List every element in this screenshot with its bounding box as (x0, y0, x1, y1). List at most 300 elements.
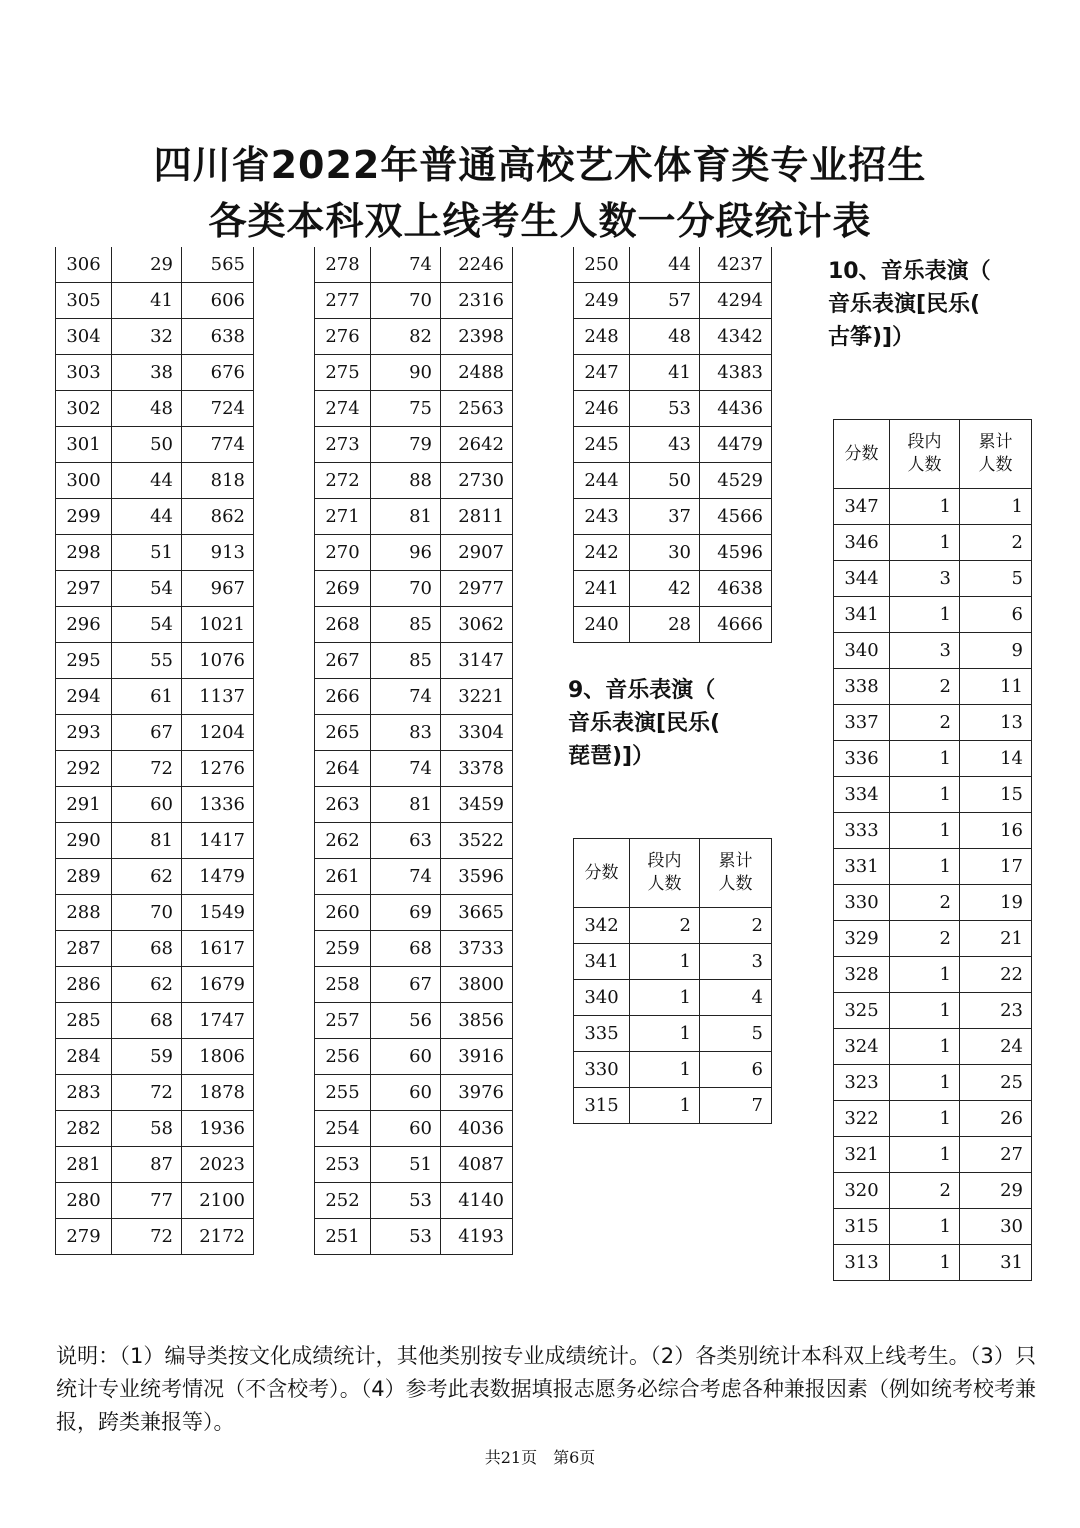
segment-count-cell: 60 (371, 1075, 441, 1111)
section-10-title: 10、音乐表演（ 音乐表演[民乐( 古筝)]） (828, 259, 991, 350)
score-cell: 313 (834, 1245, 890, 1281)
segment-count-cell: 32 (112, 319, 182, 355)
cumulative-count-cell: 2316 (441, 283, 513, 319)
segment-count-cell: 63 (371, 823, 441, 859)
segment-count-cell: 3 (890, 561, 960, 597)
score-cell: 247 (574, 355, 630, 391)
page-title-line-1: 四川省2022年普通高校艺术体育类专业招生 (153, 143, 927, 187)
section-10-row (834, 1029, 1032, 1065)
score-cell: 254 (315, 1111, 371, 1147)
cumulative-count-cell: 13 (960, 705, 1032, 741)
cumulative-count-cell: 3856 (441, 1003, 513, 1039)
score-cell: 293 (56, 715, 112, 751)
score-cell: 263 (315, 787, 371, 823)
cumulative-count-cell: 9 (960, 633, 1032, 669)
header-segment-count: 段内 人数 (630, 839, 700, 908)
score-cell: 304 (56, 319, 112, 355)
segment-count-cell: 74 (371, 679, 441, 715)
score-cell: 297 (56, 571, 112, 607)
segment-count-cell: 1 (630, 1088, 700, 1124)
cumulative-count-cell: 2811 (441, 499, 513, 535)
header-cumulative-count: 累计 人数 (700, 839, 772, 908)
score-row (315, 643, 513, 679)
score-row (56, 427, 254, 463)
score-cell: 331 (834, 849, 890, 885)
score-cell: 346 (834, 525, 890, 561)
score-cell: 334 (834, 777, 890, 813)
cumulative-count-cell: 818 (182, 463, 254, 499)
cumulative-count-cell: 2488 (441, 355, 513, 391)
segment-count-cell: 1 (890, 1209, 960, 1245)
cumulative-count-cell: 1417 (182, 823, 254, 859)
cumulative-count-cell: 2907 (441, 535, 513, 571)
score-cell: 252 (315, 1183, 371, 1219)
score-row (315, 283, 513, 319)
section-9-row (574, 980, 772, 1016)
score-row (56, 679, 254, 715)
score-cell: 278 (315, 247, 371, 283)
score-cell: 281 (56, 1147, 112, 1183)
page-title-line-2: 各类本科双上线考生人数一分段统计表 (208, 199, 872, 243)
segment-count-cell: 1 (890, 1137, 960, 1173)
score-row (315, 427, 513, 463)
section-9-title: 9、音乐表演（ 音乐表演[民乐( 琵琶)]） (568, 678, 721, 769)
section-10-row (834, 561, 1032, 597)
segment-count-cell: 72 (112, 1075, 182, 1111)
score-row (315, 319, 513, 355)
segment-count-cell: 53 (371, 1219, 441, 1255)
cumulative-count-cell: 29 (960, 1173, 1032, 1209)
notes-paragraph: 说明：（1）编导类按文化成绩统计，其他类别按专业成绩统计。（2）各类别统计本科双上线考生。（3）只统计专业统考情况（不含校考）。（4）参考此表数据填报志愿务必综合考虑各种兼报因素（例如统考校考兼报，跨类兼报等）。 (56, 1344, 1036, 1434)
segment-count-cell: 1 (890, 1245, 960, 1281)
cumulative-count-cell: 31 (960, 1245, 1032, 1281)
score-row (56, 463, 254, 499)
score-cell: 303 (56, 355, 112, 391)
score-cell: 320 (834, 1173, 890, 1209)
score-row (56, 355, 254, 391)
score-row (574, 319, 772, 355)
score-cell: 255 (315, 1075, 371, 1111)
score-row (56, 895, 254, 931)
cumulative-count-cell: 676 (182, 355, 254, 391)
segment-count-cell: 74 (371, 751, 441, 787)
cumulative-count-cell: 3459 (441, 787, 513, 823)
score-cell: 337 (834, 705, 890, 741)
score-row (315, 463, 513, 499)
cumulative-count-cell: 3596 (441, 859, 513, 895)
cumulative-count-cell: 1137 (182, 679, 254, 715)
score-row (56, 823, 254, 859)
score-cell: 305 (56, 283, 112, 319)
cumulative-count-cell: 2100 (182, 1183, 254, 1219)
segment-count-cell: 56 (371, 1003, 441, 1039)
segment-count-cell: 2 (890, 885, 960, 921)
score-cell: 286 (56, 967, 112, 1003)
cumulative-count-cell: 1679 (182, 967, 254, 1003)
score-cell: 248 (574, 319, 630, 355)
score-row (315, 355, 513, 391)
segment-count-cell: 1 (890, 741, 960, 777)
score-cell: 330 (834, 885, 890, 921)
score-row (315, 931, 513, 967)
cumulative-count-cell: 5 (960, 561, 1032, 597)
segment-count-cell: 2 (890, 1173, 960, 1209)
segment-count-cell: 1 (890, 1101, 960, 1137)
cumulative-count-cell: 862 (182, 499, 254, 535)
score-row (574, 391, 772, 427)
segment-count-cell: 3 (890, 633, 960, 669)
cumulative-count-cell: 2 (960, 525, 1032, 561)
score-cell: 272 (315, 463, 371, 499)
score-row (315, 1147, 513, 1183)
score-row (56, 859, 254, 895)
cumulative-count-cell: 3147 (441, 643, 513, 679)
score-cell: 284 (56, 1039, 112, 1075)
score-cell: 269 (315, 571, 371, 607)
score-cell: 266 (315, 679, 371, 715)
section-10-table (833, 419, 1032, 1281)
cumulative-count-cell: 27 (960, 1137, 1032, 1173)
score-cell: 260 (315, 895, 371, 931)
segment-count-cell: 1 (890, 777, 960, 813)
cumulative-count-cell: 967 (182, 571, 254, 607)
segment-count-cell: 1 (630, 1016, 700, 1052)
segment-count-cell: 68 (371, 931, 441, 967)
section-10-row (834, 525, 1032, 561)
score-cell: 336 (834, 741, 890, 777)
segment-count-cell: 28 (630, 607, 700, 643)
score-row (315, 967, 513, 1003)
score-row (574, 247, 772, 283)
segment-count-cell: 29 (112, 247, 182, 283)
cumulative-count-cell: 24 (960, 1029, 1032, 1065)
segment-count-cell: 59 (112, 1039, 182, 1075)
score-row (56, 571, 254, 607)
score-row (315, 1039, 513, 1075)
cumulative-count-cell: 4237 (700, 247, 772, 283)
segment-count-cell: 70 (371, 283, 441, 319)
segment-count-cell: 1 (890, 597, 960, 633)
cumulative-count-cell: 1806 (182, 1039, 254, 1075)
segment-count-cell: 53 (630, 391, 700, 427)
segment-count-cell: 79 (371, 427, 441, 463)
cumulative-count-cell: 22 (960, 957, 1032, 993)
score-cell: 283 (56, 1075, 112, 1111)
section-10-row (834, 489, 1032, 525)
score-row (56, 247, 254, 283)
segment-count-cell: 1 (890, 1029, 960, 1065)
score-cell: 271 (315, 499, 371, 535)
score-table-column-3 (573, 247, 772, 643)
score-cell: 306 (56, 247, 112, 283)
score-row (315, 679, 513, 715)
section-10-row (834, 633, 1032, 669)
section-10-row (834, 741, 1032, 777)
segment-count-cell: 72 (112, 751, 182, 787)
segment-count-cell: 1 (630, 980, 700, 1016)
score-row (56, 643, 254, 679)
segment-count-cell: 83 (371, 715, 441, 751)
score-row (56, 1075, 254, 1111)
cumulative-count-cell: 3221 (441, 679, 513, 715)
cumulative-count-cell: 4638 (700, 571, 772, 607)
score-cell: 244 (574, 463, 630, 499)
section-10-row (834, 1209, 1032, 1245)
cumulative-count-cell: 1021 (182, 607, 254, 643)
score-cell: 256 (315, 1039, 371, 1075)
segment-count-cell: 60 (371, 1111, 441, 1147)
score-cell: 249 (574, 283, 630, 319)
section-10-row (834, 669, 1032, 705)
score-cell: 300 (56, 463, 112, 499)
score-cell: 291 (56, 787, 112, 823)
cumulative-count-cell: 606 (182, 283, 254, 319)
segment-count-cell: 58 (112, 1111, 182, 1147)
segment-count-cell: 70 (112, 895, 182, 931)
cumulative-count-cell: 15 (960, 777, 1032, 813)
page-footer: 共21页 第6页 (484, 1448, 596, 1467)
segment-count-cell: 67 (371, 967, 441, 1003)
score-cell: 290 (56, 823, 112, 859)
cumulative-count-cell: 6 (960, 597, 1032, 633)
score-cell: 294 (56, 679, 112, 715)
cumulative-count-cell: 7 (700, 1088, 772, 1124)
score-row (574, 499, 772, 535)
segment-count-cell: 62 (112, 967, 182, 1003)
cumulative-count-cell: 3378 (441, 751, 513, 787)
score-cell: 245 (574, 427, 630, 463)
cumulative-count-cell: 21 (960, 921, 1032, 957)
score-row (315, 859, 513, 895)
score-cell: 275 (315, 355, 371, 391)
section-10-row (834, 1065, 1032, 1101)
score-row (56, 535, 254, 571)
segment-count-cell: 1 (890, 813, 960, 849)
score-cell: 344 (834, 561, 890, 597)
cumulative-count-cell: 638 (182, 319, 254, 355)
segment-count-cell: 87 (112, 1147, 182, 1183)
table-header-row (834, 420, 1032, 489)
score-row (315, 715, 513, 751)
score-cell: 335 (574, 1016, 630, 1052)
cumulative-count-cell: 774 (182, 427, 254, 463)
segment-count-cell: 1 (890, 957, 960, 993)
score-row (56, 1183, 254, 1219)
segment-count-cell: 43 (630, 427, 700, 463)
cumulative-count-cell: 2172 (182, 1219, 254, 1255)
score-row (56, 319, 254, 355)
section-10-row (834, 993, 1032, 1029)
segment-count-cell: 2 (890, 669, 960, 705)
cumulative-count-cell: 4479 (700, 427, 772, 463)
cumulative-count-cell: 724 (182, 391, 254, 427)
score-cell: 280 (56, 1183, 112, 1219)
cumulative-count-cell: 4596 (700, 535, 772, 571)
segment-count-cell: 48 (630, 319, 700, 355)
section-10-row (834, 885, 1032, 921)
header-segment-count: 段内 人数 (890, 420, 960, 489)
segment-count-cell: 72 (112, 1219, 182, 1255)
segment-count-cell: 1 (890, 525, 960, 561)
segment-count-cell: 51 (112, 535, 182, 571)
segment-count-cell: 85 (371, 643, 441, 679)
score-cell: 270 (315, 535, 371, 571)
score-row (56, 715, 254, 751)
score-row (574, 607, 772, 643)
score-cell: 273 (315, 427, 371, 463)
score-cell: 315 (834, 1209, 890, 1245)
score-row (56, 751, 254, 787)
segment-count-cell: 54 (112, 571, 182, 607)
section-10-row (834, 705, 1032, 741)
score-cell: 241 (574, 571, 630, 607)
segment-count-cell: 70 (371, 571, 441, 607)
cumulative-count-cell: 4666 (700, 607, 772, 643)
segment-count-cell: 44 (112, 463, 182, 499)
score-row (574, 535, 772, 571)
cumulative-count-cell: 3 (700, 944, 772, 980)
segment-count-cell: 53 (371, 1183, 441, 1219)
section-9-row (574, 1052, 772, 1088)
segment-count-cell: 48 (112, 391, 182, 427)
cumulative-count-cell: 1936 (182, 1111, 254, 1147)
cumulative-count-cell: 11 (960, 669, 1032, 705)
cumulative-count-cell: 4036 (441, 1111, 513, 1147)
score-cell: 268 (315, 607, 371, 643)
score-row (574, 355, 772, 391)
score-cell: 330 (574, 1052, 630, 1088)
segment-count-cell: 82 (371, 319, 441, 355)
cumulative-count-cell: 3976 (441, 1075, 513, 1111)
section-10-row (834, 1245, 1032, 1281)
score-cell: 342 (574, 908, 630, 944)
cumulative-count-cell: 16 (960, 813, 1032, 849)
score-row (574, 571, 772, 607)
score-cell: 321 (834, 1137, 890, 1173)
score-cell: 253 (315, 1147, 371, 1183)
segment-count-cell: 44 (630, 247, 700, 283)
score-cell: 258 (315, 967, 371, 1003)
cumulative-count-cell: 4140 (441, 1183, 513, 1219)
score-row (56, 607, 254, 643)
segment-count-cell: 54 (112, 607, 182, 643)
score-cell: 274 (315, 391, 371, 427)
score-cell: 282 (56, 1111, 112, 1147)
score-cell: 242 (574, 535, 630, 571)
segment-count-cell: 74 (371, 859, 441, 895)
score-row (56, 283, 254, 319)
score-cell: 296 (56, 607, 112, 643)
cumulative-count-cell: 30 (960, 1209, 1032, 1245)
score-cell: 347 (834, 489, 890, 525)
cumulative-count-cell: 913 (182, 535, 254, 571)
cumulative-count-cell: 1617 (182, 931, 254, 967)
cumulative-count-cell: 19 (960, 885, 1032, 921)
segment-count-cell: 81 (112, 823, 182, 859)
segment-count-cell: 1 (890, 849, 960, 885)
segment-count-cell: 68 (112, 1003, 182, 1039)
cumulative-count-cell: 2730 (441, 463, 513, 499)
cumulative-count-cell: 2246 (441, 247, 513, 283)
cumulative-count-cell: 3665 (441, 895, 513, 931)
score-row (56, 1147, 254, 1183)
segment-count-cell: 1 (890, 993, 960, 1029)
score-cell: 325 (834, 993, 890, 1029)
segment-count-cell: 1 (630, 944, 700, 980)
cumulative-count-cell: 3522 (441, 823, 513, 859)
segment-count-cell: 2 (630, 908, 700, 944)
score-row (315, 823, 513, 859)
cumulative-count-cell: 4193 (441, 1219, 513, 1255)
score-cell: 243 (574, 499, 630, 535)
score-row (315, 1111, 513, 1147)
cumulative-count-cell: 25 (960, 1065, 1032, 1101)
segment-count-cell: 2 (890, 921, 960, 957)
section-9-row (574, 908, 772, 944)
score-row (56, 787, 254, 823)
score-cell: 322 (834, 1101, 890, 1137)
score-row (56, 1219, 254, 1255)
score-row (56, 1111, 254, 1147)
score-cell: 240 (574, 607, 630, 643)
score-row (56, 1039, 254, 1075)
score-cell: 279 (56, 1219, 112, 1255)
section-9-row (574, 944, 772, 980)
cumulative-count-cell: 1 (960, 489, 1032, 525)
segment-count-cell: 50 (630, 463, 700, 499)
cumulative-count-cell: 14 (960, 741, 1032, 777)
score-cell: 338 (834, 669, 890, 705)
header-score: 分数 (574, 839, 630, 908)
cumulative-count-cell: 4 (700, 980, 772, 1016)
score-cell: 287 (56, 931, 112, 967)
segment-count-cell: 1 (890, 489, 960, 525)
score-cell: 262 (315, 823, 371, 859)
cumulative-count-cell: 6 (700, 1052, 772, 1088)
cumulative-count-cell: 1878 (182, 1075, 254, 1111)
score-cell: 302 (56, 391, 112, 427)
score-row (315, 607, 513, 643)
score-row (574, 283, 772, 319)
score-cell: 333 (834, 813, 890, 849)
segment-count-cell: 1 (630, 1052, 700, 1088)
segment-count-cell: 55 (112, 643, 182, 679)
section-10-row (834, 849, 1032, 885)
score-cell: 324 (834, 1029, 890, 1065)
segment-count-cell: 81 (371, 499, 441, 535)
score-row (574, 427, 772, 463)
score-cell: 341 (574, 944, 630, 980)
score-cell: 251 (315, 1219, 371, 1255)
score-cell: 285 (56, 1003, 112, 1039)
cumulative-count-cell: 2563 (441, 391, 513, 427)
section-10-row (834, 1173, 1032, 1209)
cumulative-count-cell: 1747 (182, 1003, 254, 1039)
table-header-row (574, 839, 772, 908)
score-table-column-2 (314, 247, 513, 1255)
segment-count-cell: 69 (371, 895, 441, 931)
score-cell: 340 (574, 980, 630, 1016)
section-10-row (834, 1137, 1032, 1173)
cumulative-count-cell: 3062 (441, 607, 513, 643)
cumulative-count-cell: 565 (182, 247, 254, 283)
cumulative-count-cell: 4342 (700, 319, 772, 355)
section-10-row (834, 921, 1032, 957)
score-row (315, 499, 513, 535)
segment-count-cell: 51 (371, 1147, 441, 1183)
score-cell: 277 (315, 283, 371, 319)
segment-count-cell: 1 (890, 1065, 960, 1101)
